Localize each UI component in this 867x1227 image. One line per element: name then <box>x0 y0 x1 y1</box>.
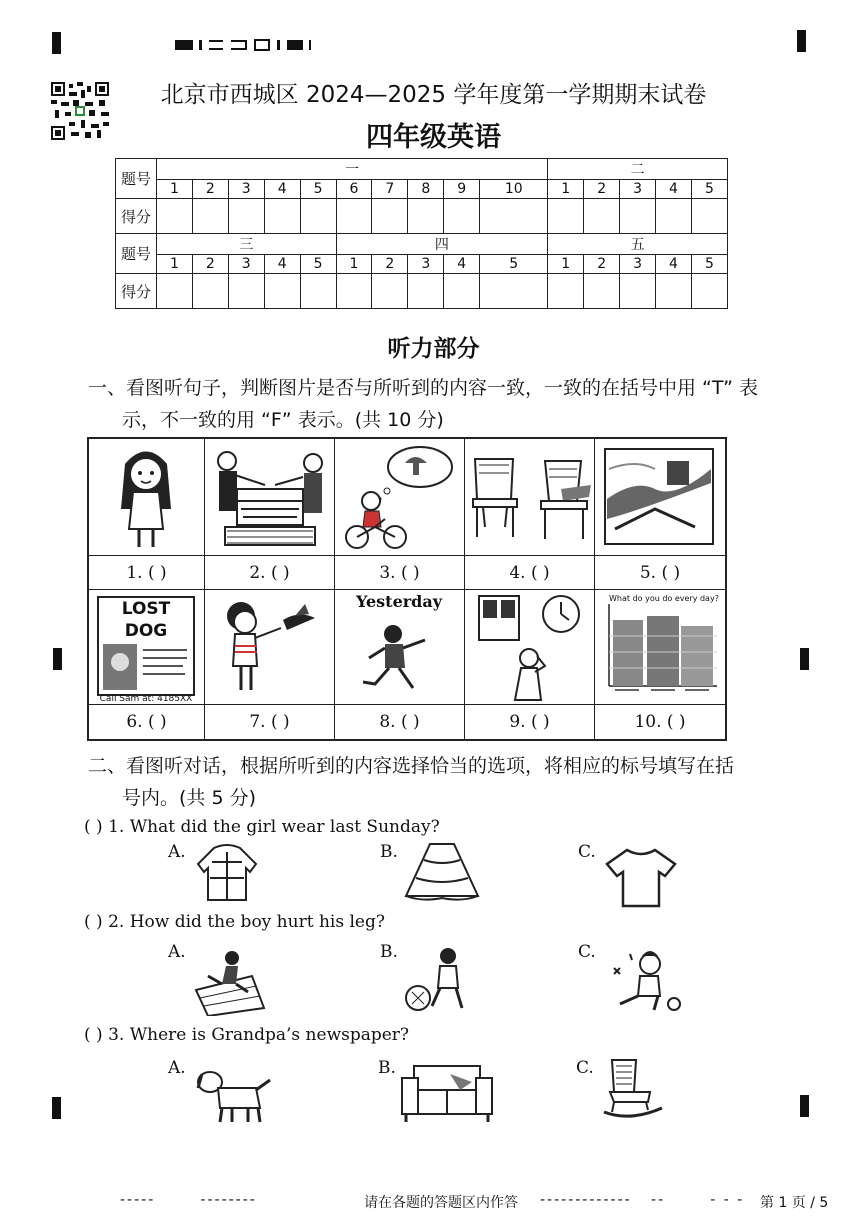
option-label[interactable]: A. <box>168 942 186 962</box>
table-cell: 9 <box>444 180 480 199</box>
answer-label[interactable]: 1. ( ) <box>89 556 205 590</box>
section-header: 一 <box>157 159 548 180</box>
table-row-label: 题号 <box>116 234 157 274</box>
table-cell: 5 <box>300 255 336 274</box>
boy-fall-image <box>192 946 268 1016</box>
part1-instruction <box>88 372 778 436</box>
answer-label[interactable]: 3. ( ) <box>335 556 465 590</box>
score-field[interactable] <box>480 199 548 234</box>
picture-man-phone-clock <box>465 590 595 705</box>
registration-mark <box>52 1097 61 1119</box>
score-field[interactable] <box>264 274 300 309</box>
table-cell: 10 <box>480 180 548 199</box>
poster-contact: Call Sam at: 4185XX <box>99 694 193 704</box>
score-field[interactable] <box>584 199 620 234</box>
boy-hurt-image <box>600 944 682 1014</box>
registration-mark <box>52 32 61 54</box>
answer-label[interactable]: 8. ( ) <box>335 705 465 739</box>
score-field[interactable] <box>336 199 372 234</box>
table-cell: 4 <box>444 255 480 274</box>
section-heading-listening: 听力部分 <box>387 336 480 362</box>
table-cell: 2 <box>584 255 620 274</box>
table-cell: 1 <box>157 255 193 274</box>
section-header: 三 <box>157 234 337 255</box>
option-label[interactable]: A. <box>168 1058 186 1078</box>
answer-label[interactable]: 10. ( ) <box>634 712 686 732</box>
table-cell: 8 <box>408 180 444 199</box>
table-row <box>116 255 728 274</box>
picture-caption: Yesterday <box>355 592 443 611</box>
table-cell: 5 <box>691 180 727 199</box>
instruction-line: 号内。(共 5 分) <box>122 787 256 809</box>
score-field[interactable] <box>408 199 444 234</box>
exam-title: 北京市西城区 2024—2025 学年度第一学期期末试卷 <box>160 82 707 108</box>
table-row-label: 得分 <box>116 274 157 309</box>
score-field[interactable] <box>480 274 548 309</box>
answer-label[interactable]: 6. ( ) <box>89 705 205 739</box>
score-field[interactable] <box>228 199 264 234</box>
score-field[interactable] <box>548 274 584 309</box>
table-cell: 3 <box>228 255 264 274</box>
picture-chairs <box>465 439 595 556</box>
table-cell: 5 <box>300 180 336 199</box>
score-table <box>115 158 728 309</box>
table-cell: 1 <box>336 255 372 274</box>
table-cell: 6 <box>336 180 372 199</box>
section-header: 二 <box>548 159 728 180</box>
table-cell: 4 <box>264 180 300 199</box>
section-header: 五 <box>548 234 728 255</box>
part2-instruction <box>88 750 788 814</box>
table-cell: 1 <box>548 255 584 274</box>
picture-girl-bird <box>205 590 335 705</box>
table-row <box>116 199 728 234</box>
score-field[interactable] <box>691 274 727 309</box>
score-field[interactable] <box>300 274 336 309</box>
table-cell: 2 <box>192 255 228 274</box>
answer-label[interactable]: 7. ( ) <box>205 705 335 739</box>
table-cell: 3 <box>620 180 656 199</box>
option-label[interactable]: C. <box>578 942 596 962</box>
option-label[interactable]: B. <box>380 842 398 862</box>
score-field[interactable] <box>300 199 336 234</box>
dog-image <box>190 1064 276 1124</box>
question-3: ( ) 3. Where is Grandpa’s newspaper? <box>84 1025 410 1045</box>
table-cell: 1 <box>548 180 584 199</box>
skirt-image <box>402 840 482 904</box>
score-field[interactable] <box>620 199 656 234</box>
score-field[interactable] <box>656 274 692 309</box>
registration-mark <box>800 1095 809 1117</box>
barcode-strip <box>175 38 325 52</box>
registration-mark <box>797 30 806 52</box>
table-row-label: 得分 <box>116 199 157 234</box>
score-field[interactable] <box>264 199 300 234</box>
table-cell: 2 <box>584 180 620 199</box>
table-cell: 3 <box>408 255 444 274</box>
score-field[interactable] <box>584 274 620 309</box>
score-field[interactable] <box>408 274 444 309</box>
table-cell: 3 <box>620 255 656 274</box>
option-label[interactable]: B. <box>378 1058 396 1078</box>
score-field[interactable] <box>444 274 480 309</box>
table-cell: 4 <box>656 180 692 199</box>
table-cell: 2 <box>192 180 228 199</box>
page-number: 第 1 页 / 5 <box>760 1195 829 1211</box>
option-label[interactable]: C. <box>578 842 596 862</box>
picture-grid <box>87 437 727 741</box>
table-cell: 4 <box>656 255 692 274</box>
table-cell: 1 <box>157 180 193 199</box>
table-row-label: 题号 <box>116 159 157 199</box>
option-label[interactable]: B. <box>380 942 398 962</box>
picture-girl-bike <box>335 439 465 556</box>
option-label[interactable]: A. <box>168 842 186 862</box>
question-1: ( ) 1. What did the girl wear last Sunday? <box>84 817 440 837</box>
picture-bar-chart <box>595 590 725 705</box>
table-row <box>116 180 728 199</box>
sofa-image <box>400 1060 494 1124</box>
jacket-image <box>190 842 264 904</box>
answer-label[interactable]: 4. ( ) <box>465 556 595 590</box>
score-field[interactable] <box>372 274 408 309</box>
tshirt-image <box>603 846 679 908</box>
score-field[interactable] <box>336 274 372 309</box>
score-field[interactable] <box>548 199 584 234</box>
poster-title: LOST DOG <box>121 599 171 641</box>
table-cell: 3 <box>228 180 264 199</box>
score-field[interactable] <box>620 274 656 309</box>
score-field[interactable] <box>691 199 727 234</box>
score-field[interactable] <box>656 199 692 234</box>
instruction-line: 一、看图听句子，判断图片是否与所听到的内容一致，一致的在括号中用 “T” 表 <box>88 377 758 399</box>
footer-note: 请在各题的答题区内作答 <box>364 1195 518 1211</box>
picture-lost-dog-poster <box>89 590 205 705</box>
table-cell: 2 <box>372 255 408 274</box>
answer-label[interactable]: 2. ( ) <box>205 556 335 590</box>
picture-girl <box>89 439 205 556</box>
picture-people-table <box>205 439 335 556</box>
score-field[interactable] <box>157 199 193 234</box>
instruction-line: 示，不一致的用 “F” 表示。(共 10 分) <box>122 409 444 431</box>
answer-label[interactable]: 9. ( ) <box>465 705 595 739</box>
boy-football-image <box>402 946 472 1016</box>
option-label[interactable]: C. <box>576 1058 594 1078</box>
picture-boy-running <box>335 590 465 705</box>
footer-dashes: ------------- -- - - - <box>540 1192 745 1208</box>
section-header: 四 <box>336 234 548 255</box>
table-cell: 7 <box>372 180 408 199</box>
table-cell: 5 <box>691 255 727 274</box>
table-cell: 4 <box>264 255 300 274</box>
rocking-chair-image <box>600 1056 666 1120</box>
registration-mark <box>800 648 809 670</box>
registration-mark <box>53 648 62 670</box>
picture-great-wall <box>595 439 725 556</box>
score-field[interactable] <box>372 199 408 234</box>
chart-title: What do you do every day? <box>609 594 719 603</box>
table-cell: 5 <box>480 255 548 274</box>
question-2: ( ) 2. How did the boy hurt his leg? <box>84 912 385 932</box>
exam-subtitle: 四年级英语 <box>366 122 501 153</box>
score-field[interactable] <box>192 274 228 309</box>
table-row <box>116 274 728 309</box>
score-field[interactable] <box>444 199 480 234</box>
instruction-line: 二、看图听对话，根据所听到的内容选择恰当的选项，将相应的标号填写在括 <box>88 755 735 777</box>
footer-dashes: ----- -------- <box>120 1192 257 1208</box>
score-field[interactable] <box>192 199 228 234</box>
answer-label[interactable]: 5. ( ) <box>595 556 725 590</box>
score-field[interactable] <box>228 274 264 309</box>
score-field[interactable] <box>157 274 193 309</box>
